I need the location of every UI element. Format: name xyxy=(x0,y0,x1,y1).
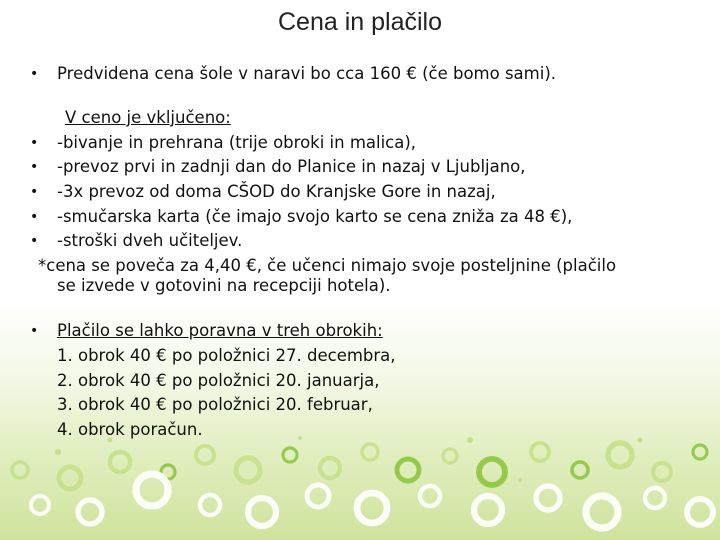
bullet-icon: • xyxy=(30,66,39,82)
included-item: -bivanje in prehrana (trije obroki in malica), xyxy=(57,133,417,152)
bullet-icon: • xyxy=(30,159,39,175)
bullet-icon: • xyxy=(30,323,39,339)
included-item: -3x prevoz od doma CŠOD do Kranjske Gore in nazaj, xyxy=(57,182,496,201)
bullet-icon: • xyxy=(30,233,39,249)
bullet-icon: • xyxy=(30,135,39,151)
payment-heading: Plačilo se lahko poravna v treh obrokih: xyxy=(57,321,383,340)
installment-item: 4. obrok poračun. xyxy=(57,420,203,439)
installment-item: 2. obrok 40 € po položnici 20. januarja, xyxy=(57,371,380,390)
installment-item: 3. obrok 40 € po položnici 20. februar, xyxy=(57,395,373,414)
price-note: *cena se poveča za 4,40 €, če učenci nimajo svoje posteljnine (plačilo xyxy=(38,256,617,275)
installment-item: 1. obrok 40 € po položnici 27. decembra, xyxy=(57,346,396,365)
bullet-icon: • xyxy=(30,209,39,225)
slide-title: Cena in plačilo xyxy=(278,8,442,36)
included-item: -smučarska karta (če imajo svojo karto se cena zniža za 48 €), xyxy=(57,207,573,226)
intro-text: Predvidena cena šole v naravi bo cca 160 € (če bomo sami). xyxy=(57,64,556,83)
bullet-icon: • xyxy=(30,184,39,200)
included-item: -prevoz prvi in zadnji dan do Planice in nazaj v Ljubljano, xyxy=(57,157,526,176)
included-heading: V ceno je vključeno: xyxy=(65,108,231,127)
price-note-continued: se izvede v gotovini na recepciji hotela). xyxy=(57,276,391,295)
included-item: -stroški dveh učiteljev. xyxy=(57,231,243,250)
